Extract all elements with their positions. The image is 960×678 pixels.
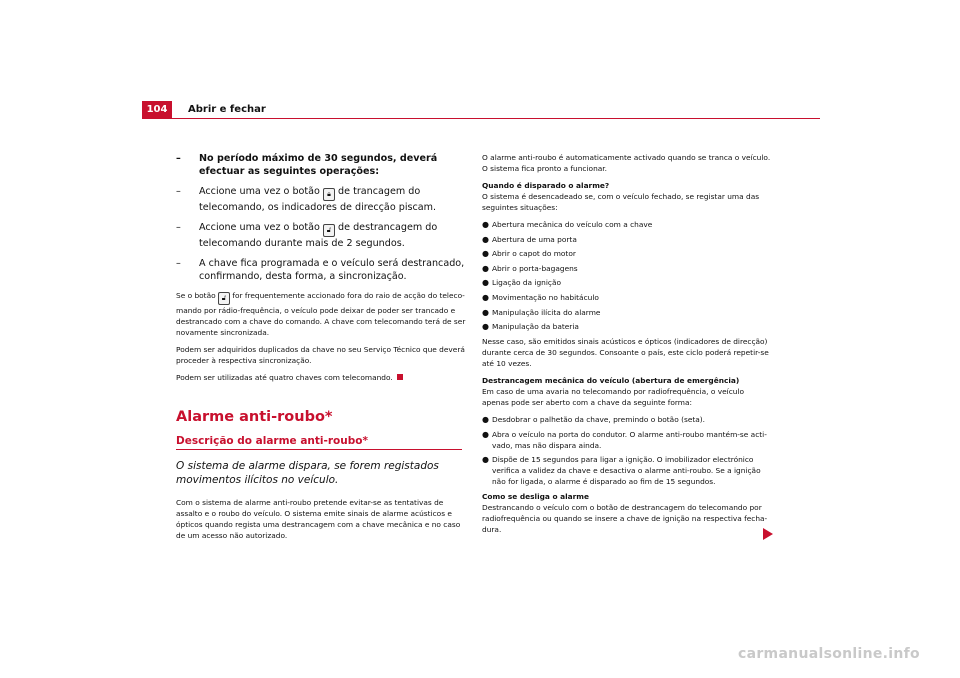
next-page-arrow-icon[interactable]	[763, 528, 773, 540]
note2-paragraph: Podem ser adquiridos duplicados da chave no seu Serviço Técnico que deverá proceder à respectiva sincronização.	[176, 345, 465, 365]
section-end-marker	[397, 374, 403, 380]
lock-button-icon: 🔒︎	[323, 188, 335, 201]
dash: –	[176, 186, 181, 197]
header-rule	[142, 118, 820, 119]
list-item: ● Abertura de uma porta	[482, 234, 577, 244]
step-sync-text: A chave fica programada e o veículo será destrancado, confirmando, desta forma, a sincronização.	[199, 258, 465, 282]
after-bullets-paragraph: Nesse caso, são emitidos sinais acústicos e ópticos (indicadores de direcção) durante cerca de 30 segundos. Consoante o país, este ciclo poderá repetir-se até 10 vezes.	[482, 337, 769, 369]
list-item: ● Desdobrar o palhetão da chave, premindo o botão (seta).	[482, 415, 706, 425]
left-column	[176, 152, 468, 547]
dash: –	[176, 153, 181, 164]
mechanical-heading: Destrancagem mecânica do veículo (abertura de emergência)	[482, 376, 740, 386]
list-item: ● Movimentação no habitáculo	[482, 292, 599, 302]
mechanical-list	[482, 414, 772, 487]
step-sync	[176, 257, 468, 283]
intro-paragraph: O alarme anti-roubo é automaticamente activado quando se tranca o veículo. O sistema fica pronto a funcionar.	[482, 153, 771, 173]
step-lock	[176, 185, 468, 214]
chapter-title: Abrir e fechar	[188, 104, 266, 115]
trigger-paragraph: O sistema é desencadeado se, com o veículo fechado, se registar uma das seguintes situações:	[482, 192, 760, 212]
step-intro	[176, 152, 468, 178]
trigger-list	[482, 219, 772, 332]
section-title: Alarme anti-roubo*	[176, 409, 333, 425]
step-intro-text: No período máximo de 30 segundos, deverá efectuar as seguintes operações:	[199, 153, 438, 177]
dash: –	[176, 222, 181, 233]
alarm-off-heading: Como se desliga o alarme	[482, 492, 589, 502]
alarm-off-paragraph: Destrancando o veículo com o botão de destrancagem do telecomando por radiofrequência ou quando se insere a chave de ignição na respectiva fechadura.	[482, 503, 768, 535]
subsection-title: Descrição do alarme anti-roubo*	[176, 435, 462, 450]
trigger-heading: Quando é disparado o alarme?	[482, 181, 610, 190]
page-number: 104	[142, 101, 172, 118]
note3-text: Podem ser utilizadas até quatro chaves com telecomando.	[176, 373, 393, 382]
step-unlock-text-a: Accione uma vez o botão	[199, 222, 320, 233]
lead-text: O sistema de alarme dispara, se forem registados movimentos ilícitos no veículo.	[176, 460, 439, 486]
list-item: ● Dispõe de 15 segundos para ligar a ignição. O imobilizador electrónico verifica a validez da chave e desactiva o alarme anti-roubo. Se a ignição não for ligada, o alarme é disparado ao fim de 15 segundos.	[482, 455, 761, 487]
note-paragraph	[176, 290, 468, 338]
list-item: ● Ligação da ignição	[482, 278, 562, 288]
list-item: ● Manipulação ilícita do alarme	[482, 307, 601, 317]
note-text-a: Se o botão	[176, 291, 216, 300]
step-lock-text-b: de trancagem do telecomando, os indicadores de direcção piscam.	[199, 186, 437, 213]
list-item: ● Abrir o porta-bagagens	[482, 263, 578, 273]
unlock-button-icon: 🔓︎	[323, 224, 335, 237]
dash: –	[176, 258, 181, 269]
list-item: ● Abrir o capot do motor	[482, 249, 576, 259]
list-item: ● Abra o veículo na porta do condutor. O alarme anti-roubo mantém-se activado, mas não dispara ainda.	[482, 429, 767, 450]
unlock-button-icon: 🔓︎	[218, 292, 230, 305]
list-item: ● Manipulação da bateria	[482, 322, 579, 332]
right-column	[482, 152, 772, 541]
watermark: carmanualsonline.info	[738, 646, 920, 662]
note3-paragraph	[176, 372, 468, 383]
mechanical-paragraph: Em caso de uma avaria no telecomando por radiofrequência, o veículo apenas pode ser aberto com a chave da seguinte forma:	[482, 387, 745, 408]
step-lock-text-a: Accione uma vez o botão	[199, 186, 320, 197]
list-item: ● Abertura mecânica do veículo com a chave	[482, 220, 653, 229]
note-text-b: for frequentemente accionado fora do raio de acção do telecomando por rádio-frequência, o veículo pode deixar de poder ser trancado e destrancado com a chave do comando. A chave com telecomando terá de ser novamente sincronizada.	[176, 291, 466, 337]
step-unlock	[176, 221, 468, 250]
step-unlock-text-b: de destrancagem do telecomando durante mais de 2 segundos.	[199, 222, 438, 249]
body-paragraph: Com o sistema de alarme anti-roubo pretende evitar-se as tentativas de assalto e o roubo do veículo. O sistema emite sinais de alarme acústicos e ópticos quando regista uma destrancagem com a chave mecânica e no caso de um acesso não autorizado.	[176, 498, 461, 540]
